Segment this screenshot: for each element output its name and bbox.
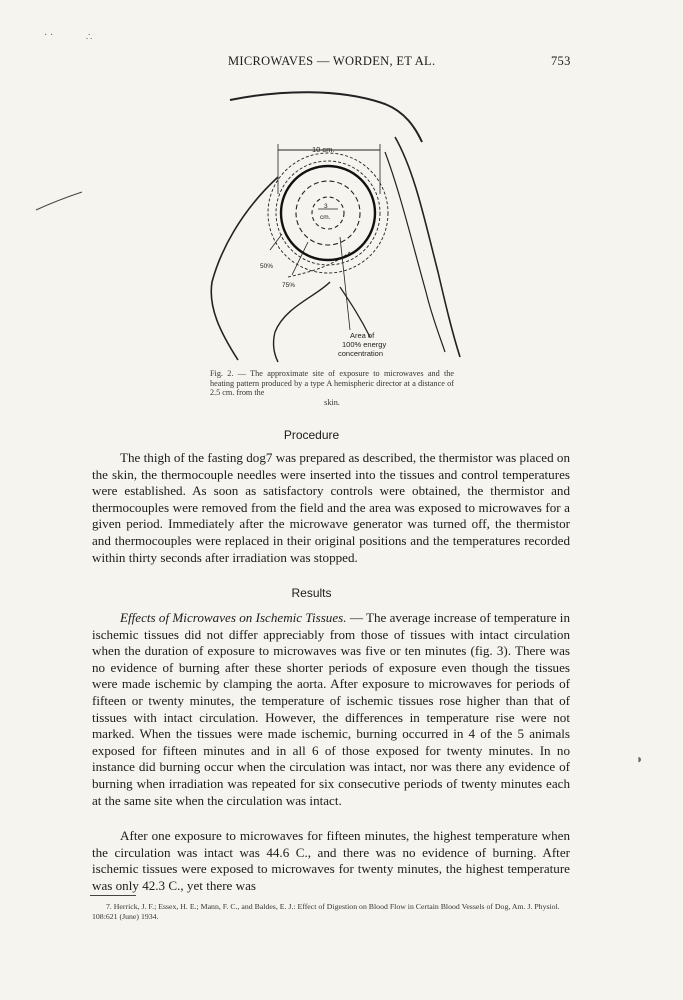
results-paragraph-1-text: — The average increase of temperature in ischemic tissues did not differ appreciably from those of tissues with intact circulation when the duration of exposure to microwaves was five or ten minutes (fig. 3). There was no evidence of burning after these shorter periods of exposure even though the tissues were made ischemic by clamping the aorta. After exposure to microwaves for periods of fifteen or twenty minutes, the temperature of ischemic tissues rose higher than that of tissues with intact circulation. However, the differences in temperature rise were not marked. When the tissues were made ischemic, burning occurred in 4 of the 5 animals exposed for fifteen minutes and in all 6 of those exposed for twenty minutes. In no instance did burning occur when the circulation was intact, nor was there any evidence of burning when irradiation was repeated for six consecutive periods of twenty minutes each at the same site when the circulation was intact.	[92, 610, 570, 808]
results-paragraph-1	[92, 610, 570, 809]
label-area-line1: Area of	[350, 331, 375, 340]
label-area-line2: 100% energy	[342, 340, 387, 349]
footnote: 7. Herrick, J. F.; Essex, H. E.; Mann, F. C., and Baldes, E. J.: Effect of Digestion on Blood Flow in Certain Blood Vessels of Dog, Am. J. Physiol. 108:621 (June) 1934.	[92, 902, 560, 921]
results-paragraph-2: After one exposure to microwaves for fifteen minutes, the highest temperature when the circulation was intact was 44.6 C., and there was no evidence of burning. After ischemic tissues were exposed to microwaves for twenty minutes, the highest temperature was only 42.3 C., yet there was	[92, 828, 570, 893]
scan-speck: · ·	[44, 30, 54, 41]
margin-pencil-mark	[34, 190, 86, 214]
procedure-heading: Procedure	[283, 428, 340, 442]
figure-2-diagram	[200, 82, 470, 367]
circle-75-percent	[276, 161, 380, 265]
margin-speck: ◗	[636, 752, 644, 766]
label-10cm: 10 cm.	[312, 145, 335, 154]
results-heading: Results	[291, 586, 332, 600]
label-50: 50%	[260, 263, 274, 270]
procedure-paragraph: The thigh of the fasting dog7 was prepared as described, the thermistor was placed on the skin, the thermocouple needles were inserted into the tissues and control temperatures were established. As soon as satisfactory controls were obtained, the thermistor and thermocouples were removed from the field and the area was exposed to microwaves for a given period. Immediately after the microwave generator was turned off, the thermistor and thermocouples were replaced in their original positions and the temperatures recorded within thirty seconds after irradiation was stopped.	[92, 450, 570, 565]
caption-text: Fig. 2. — The approximate site of exposure to microwaves and the heating pattern produced by a type A hemispheric director at a distance of 2.5 cm. from the	[210, 369, 454, 398]
figure-caption	[210, 369, 454, 407]
label-area-line3: concentration	[338, 349, 384, 358]
footnote-rule	[90, 895, 136, 896]
circle-3cm	[312, 197, 344, 229]
circle-50-percent	[268, 153, 388, 273]
results-subheading: Effects of Microwaves on Ischemic Tissues.	[120, 610, 347, 625]
label-3cm-unit: cm.	[320, 214, 331, 221]
dog-leg-outline	[274, 282, 330, 362]
caption-last-line: skin.	[324, 397, 340, 407]
label-75: 75%	[282, 282, 296, 289]
dog-leg-outline-2	[340, 287, 370, 337]
page-number: 753	[551, 54, 571, 68]
label-3cm-num: 3	[324, 203, 328, 210]
running-head: MICROWAVES — WORDEN, ET AL.	[228, 54, 436, 68]
dog-tail-outline-2	[385, 152, 445, 352]
circle-outer-solid	[281, 166, 375, 260]
circle-inner-dashed	[296, 181, 360, 245]
scan-speck: ∴	[86, 32, 93, 43]
leader-area	[340, 237, 350, 330]
dog-back-outline	[230, 92, 422, 142]
dog-tail-outline	[395, 137, 460, 357]
leader-50	[270, 234, 282, 250]
